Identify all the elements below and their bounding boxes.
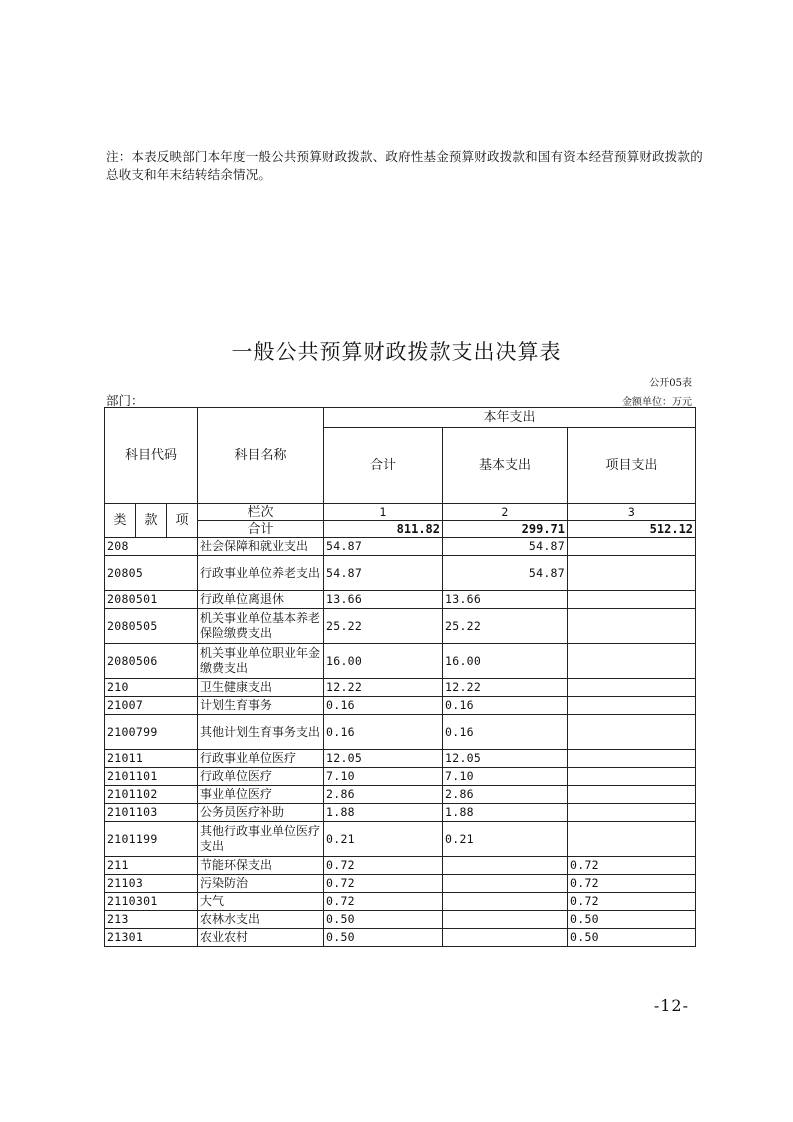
subject-code: 2101101 [105,768,198,786]
table-note: 注：本表反映部门本年度一般公共预算财政拨款、政府性基金预算财政拨款和国有资本经营预算财政拨款的总收支和年末结转结余情况。 [106,149,703,182]
amount-total: 12.22 [324,679,443,697]
header-project: 项目支出 [568,428,696,504]
amount-basic [443,911,568,929]
table-row [105,911,696,929]
amount-project: 0.72 [568,857,696,875]
amount-project [568,768,696,786]
amount-project: 0.72 [568,893,696,911]
amount-total: 2.86 [324,786,443,804]
table-row [105,804,696,822]
amount-total: 12.05 [324,750,443,768]
amount-basic [443,929,568,947]
amount-project [568,822,696,857]
table-row [105,768,696,786]
table-row [105,875,696,893]
table-row [105,715,696,750]
header-total: 合计 [324,428,443,504]
col-index-2: 2 [443,504,568,521]
amount-total: 0.21 [324,822,443,857]
subject-name: 机关事业单位职业年金缴费支出 [198,644,324,679]
subject-name: 行政事业单位医疗 [198,750,324,768]
amount-total: 7.10 [324,768,443,786]
subject-code: 2080505 [105,609,198,644]
subject-name: 公务员医疗补助 [198,804,324,822]
col-index-3: 3 [568,504,696,521]
table-row [105,679,696,697]
amount-basic: 1.88 [443,804,568,822]
total-row-basic: 299.71 [443,521,568,538]
amount-project: 0.50 [568,929,696,947]
subject-name: 其他行政事业单位医疗支出 [198,822,324,857]
table-row [105,609,696,644]
subject-code: 2080501 [105,591,198,609]
amount-basic [443,875,568,893]
amount-total: 1.88 [324,804,443,822]
amount-project [568,679,696,697]
amount-total: 25.22 [324,609,443,644]
table-row [105,929,696,947]
amount-total: 0.50 [324,911,443,929]
subject-code: 20805 [105,556,198,591]
subject-code: 2080506 [105,644,198,679]
subject-code: 21011 [105,750,198,768]
table-row [105,697,696,715]
table-row [105,857,696,875]
header-lei: 类 [105,504,136,538]
amount-basic [443,857,568,875]
amount-basic: 54.87 [443,556,568,591]
table-row [105,591,696,609]
subject-name: 大气 [198,893,324,911]
table-row [105,893,696,911]
amount-basic: 12.05 [443,750,568,768]
table-row [105,538,696,556]
department-label: 部门： [106,393,144,408]
subject-code: 210 [105,679,198,697]
subject-code: 2101102 [105,786,198,804]
subject-name: 节能环保支出 [198,857,324,875]
subject-name: 污染防治 [198,875,324,893]
amount-basic: 25.22 [443,609,568,644]
amount-project [568,786,696,804]
amount-basic: 16.00 [443,644,568,679]
amount-basic [443,893,568,911]
subject-name: 行政单位医疗 [198,768,324,786]
amount-basic: 12.22 [443,679,568,697]
subject-code: 213 [105,911,198,929]
amount-project: 0.50 [568,911,696,929]
amount-total: 0.50 [324,929,443,947]
amount-basic: 2.86 [443,786,568,804]
total-row-total: 811.82 [324,521,443,538]
page-number: -12- [653,996,689,1015]
subject-code: 2100799 [105,715,198,750]
subject-code: 2101103 [105,804,198,822]
amount-total: 13.66 [324,591,443,609]
amount-project [568,644,696,679]
subject-code: 208 [105,538,198,556]
header-code: 科目代码 [105,408,198,504]
amount-project [568,591,696,609]
header-basic: 基本支出 [443,428,568,504]
amount-project: 0.72 [568,875,696,893]
page-title: 一般公共预算财政拨款支出决算表 [231,340,562,364]
amount-project [568,556,696,591]
subject-name: 卫生健康支出 [198,679,324,697]
total-row-project: 512.12 [568,521,696,538]
table-row [105,750,696,768]
amount-basic: 0.16 [443,715,568,750]
header-kuan: 款 [136,504,167,538]
subject-name: 事业单位医疗 [198,786,324,804]
table-row [105,556,696,591]
amount-basic: 13.66 [443,591,568,609]
amount-total: 0.72 [324,893,443,911]
amount-total: 54.87 [324,556,443,591]
subject-name: 农林水支出 [198,911,324,929]
amount-project [568,697,696,715]
amount-total: 0.16 [324,697,443,715]
subject-name: 其他计划生育事务支出 [198,715,324,750]
amount-total: 54.87 [324,538,443,556]
expenditure-table [104,407,696,947]
subject-name: 计划生育事务 [198,697,324,715]
amount-total: 0.16 [324,715,443,750]
unit-label: 金额单位：万元 [622,397,692,408]
amount-total: 0.72 [324,875,443,893]
subject-code: 21301 [105,929,198,947]
amount-basic: 54.87 [443,538,568,556]
table-row [105,786,696,804]
header-current-year: 本年支出 [324,408,696,428]
subject-name: 社会保障和就业支出 [198,538,324,556]
subject-name: 机关事业单位基本养老保险缴费支出 [198,609,324,644]
subject-name: 行政单位离退休 [198,591,324,609]
subject-code: 211 [105,857,198,875]
total-row-label: 合计 [198,521,324,538]
amount-basic: 0.16 [443,697,568,715]
form-number: 公开05表 [649,378,692,389]
subject-code: 2110301 [105,893,198,911]
amount-project [568,609,696,644]
col-index-1: 1 [324,504,443,521]
table-row [105,822,696,857]
amount-project [568,804,696,822]
amount-project [568,538,696,556]
amount-total: 16.00 [324,644,443,679]
table-row [105,644,696,679]
amount-basic: 7.10 [443,768,568,786]
subject-code: 21103 [105,875,198,893]
header-lanci: 栏次 [198,504,324,521]
header-xiang: 项 [167,504,198,538]
subject-code: 21007 [105,697,198,715]
subject-name: 行政事业单位养老支出 [198,556,324,591]
amount-project [568,750,696,768]
subject-name: 农业农村 [198,929,324,947]
amount-project [568,715,696,750]
amount-total: 0.72 [324,857,443,875]
subject-code: 2101199 [105,822,198,857]
amount-basic: 0.21 [443,822,568,857]
header-name: 科目名称 [198,408,324,504]
